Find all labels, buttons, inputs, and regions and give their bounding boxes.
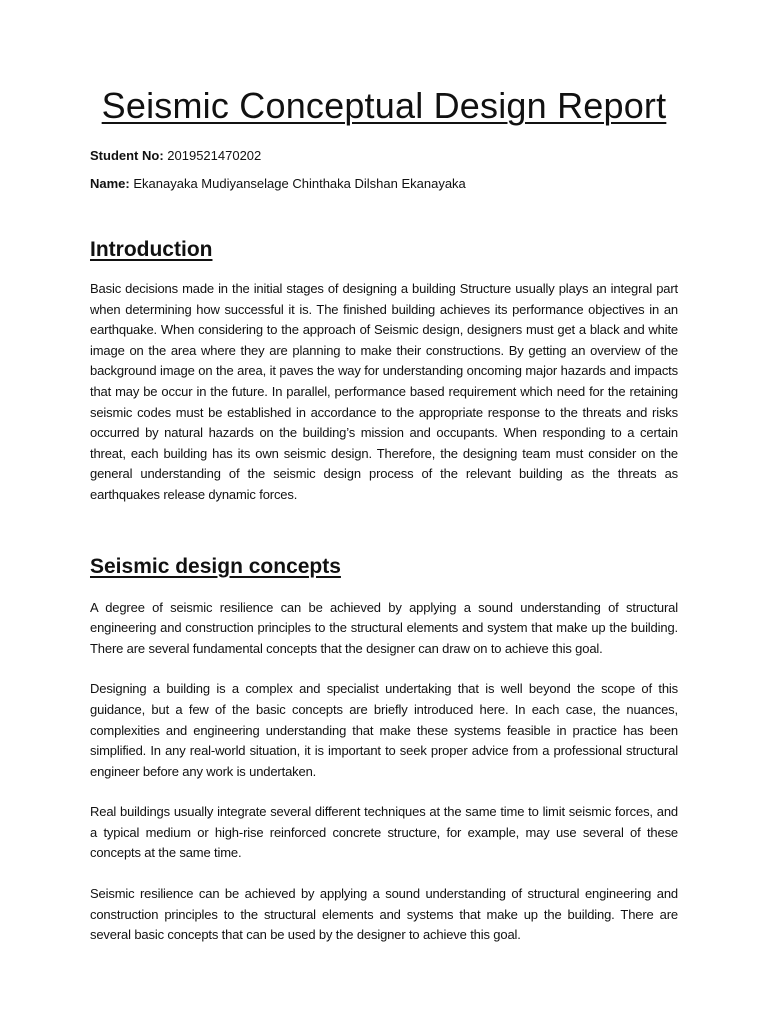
seismic-design-concepts-heading: Seismic design concepts xyxy=(90,554,341,578)
student-name-line xyxy=(90,175,678,193)
concepts-paragraph-4: Seismic resilience can be achieved by applying a sound understanding of structural engineering and construction principles to the structural elements and systems that make up the building. There are several basic concepts that can be used by the designer to achieve this goal. xyxy=(90,886,678,943)
student-number-label: Student No: xyxy=(90,148,164,163)
introduction-paragraph: Basic decisions made in the initial stages of designing a building Structure usually plays an integral part when determining how successful it is. The finished building achieves its performance objectives in an earthquake. When considering to the approach of Seismic design, designers must get a black and white image on the area where they are planning to make their constructions. By getting an overview of the background image on the area, it paves the way for understanding oncoming major hazards and impacts that may be occur in the future. In parallel, performance based requirement which need for the retaining seismic codes must be established in accordance to the appropriate response to the threats and risks occurred by natural hazards on the building’s mission and occupants. When responding to a certain threat, each building has its own seismic design. Therefore, the designing team must consider on the general understanding of the seismic design process of the relevant building as the threats as earthquakes release dynamic forces. xyxy=(90,281,678,502)
concepts-paragraph-1: A degree of seismic resilience can be achieved by applying a sound understanding of structural engineering and construction principles to the structural elements and system that make up the building. There are several fundamental concepts that the designer can draw on to achieve this goal. xyxy=(90,599,678,656)
student-name-label: Name: xyxy=(90,176,130,191)
student-number-line xyxy=(90,147,678,165)
concepts-paragraph-3: Real buildings usually integrate several different techniques at the same time to limit seismic forces, and a typical medium or high-rise reinforced concrete structure, for example, may use several of these concepts at the same time. xyxy=(90,804,678,861)
document-title: Seismic Conceptual Design Report xyxy=(101,85,667,126)
student-number-value: 2019521470202 xyxy=(163,148,262,163)
student-name-value: Ekanayaka Mudiyanselage Chinthaka Dilshan Ekanayaka xyxy=(129,176,466,191)
concepts-paragraph-2: Designing a building is a complex and specialist undertaking that is well beyond the scope of this guidance, but a few of the basic concepts are briefly introduced here. In each case, the nuances, complexities and engineering understanding that make these systems feasible in practice has been simplified. In any real-world situation, it is important to seek proper advice from a professional structural engineer before any work is undertaken. xyxy=(90,681,678,779)
introduction-heading: Introduction xyxy=(90,238,213,261)
